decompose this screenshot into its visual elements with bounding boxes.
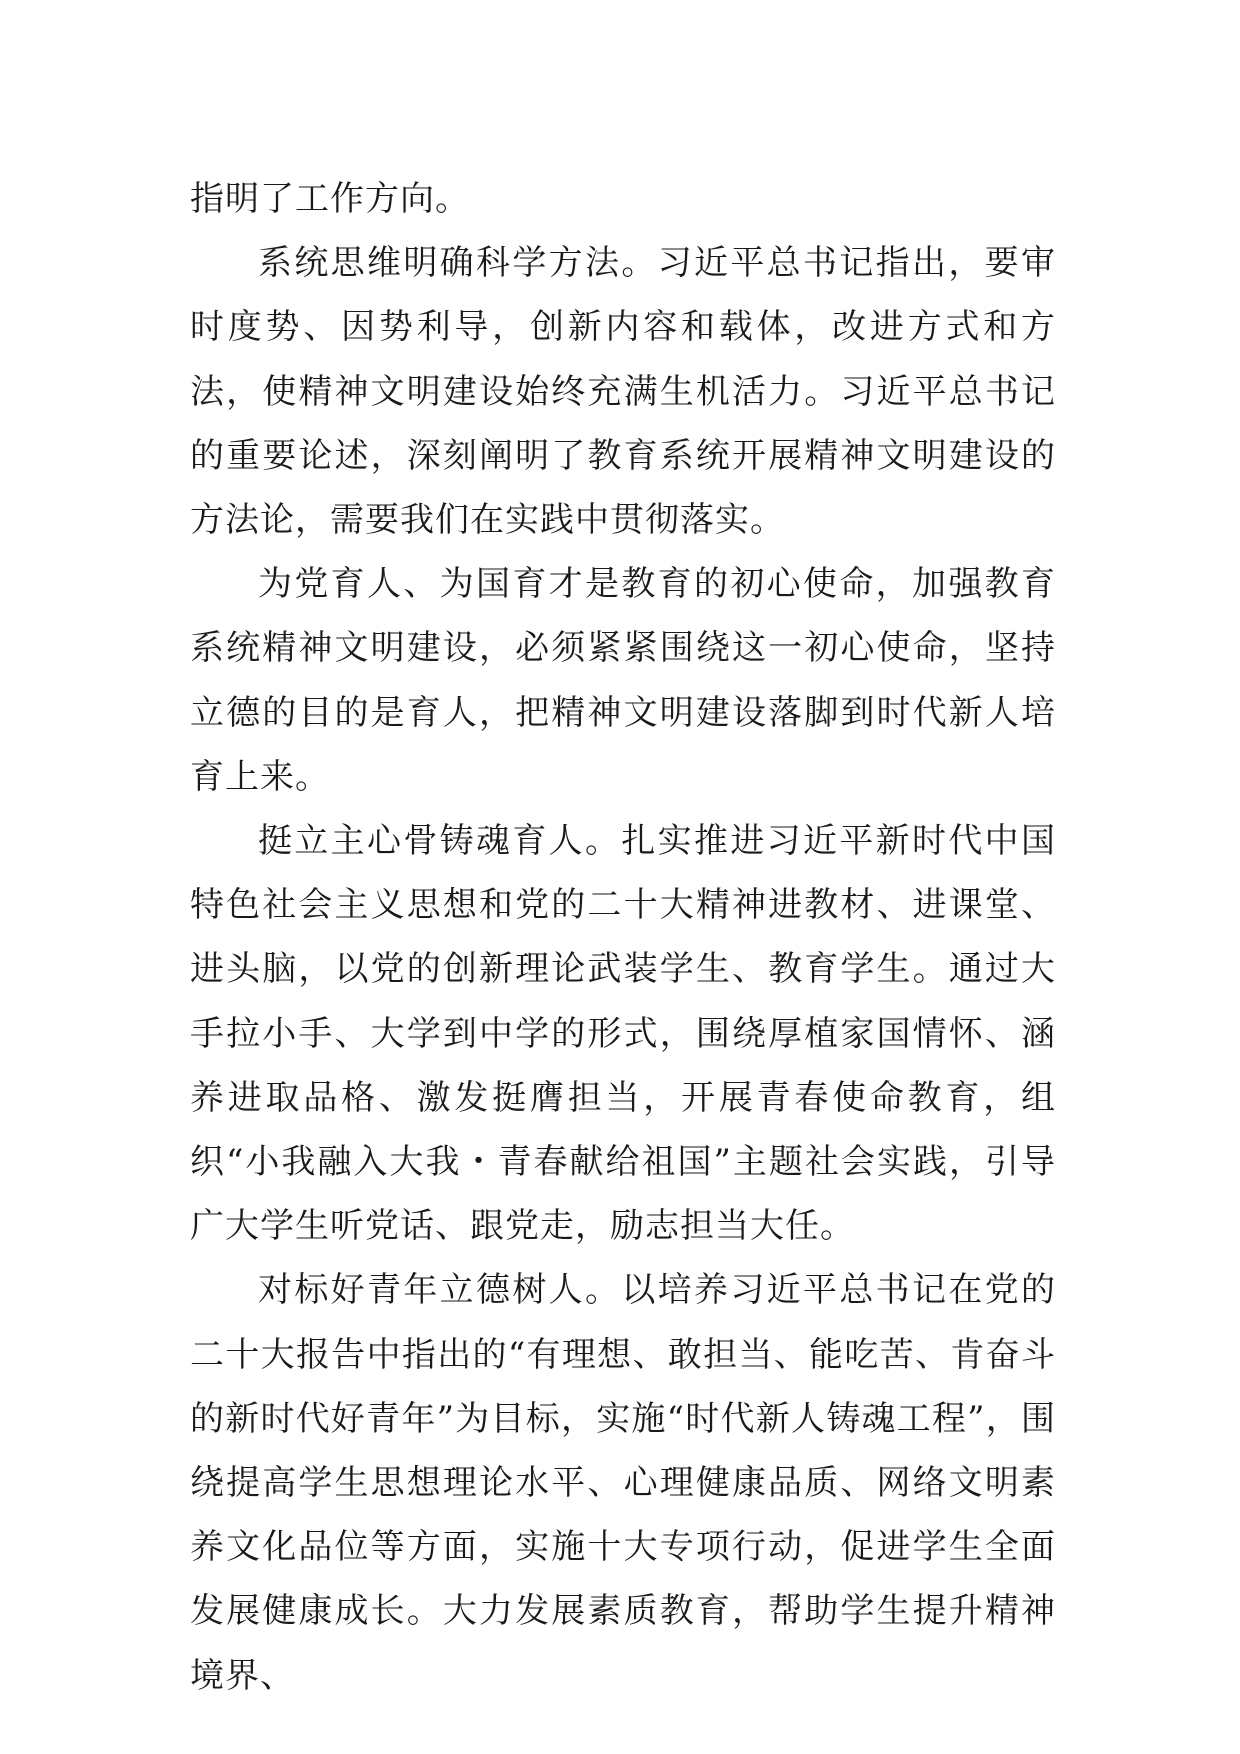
paragraph-5: 对标好青年立德树人。以培养习近平总书记在党的二十大报告中指出的“有理想、敢担当、能吃苦、肯奋斗的新时代好青年”为目标，实施“时代新人铸魂工程”，围绕提高学生思想理论水平、心理健康品质、网络文明素养文化品位等方面，实施十大专项行动，促进学生全面发展健康成长。大力发展素质教育，帮助学生提升精神境界、: [190, 1270, 1056, 1696]
paragraph-1: 指明了工作方向。: [190, 179, 470, 219]
paragraph-3: 为党育人、为国育才是教育的初心使命，加强教育系统精神文明建设，必须紧紧围绕这一初心使命，坚持立德的目的是育人，把精神文明建设落脚到时代新人培育上来。: [190, 564, 1056, 797]
body-text: [190, 167, 1056, 1708]
paragraph-2: 系统思维明确科学方法。习近平总书记指出，要审时度势、因势利导，创新内容和载体，改进方式和方法，使精神文明建设始终充满生机活力。习近平总书记的重要论述，深刻阐明了教育系统开展精神文明建设的方法论，需要我们在实践中贯彻落实。: [190, 243, 1056, 541]
paragraph-4: 挺立主心骨铸魂育人。扎实推进习近平新时代中国特色社会主义思想和党的二十大精神进教材、进课堂、进头脑，以党的创新理论武装学生、教育学生。通过大手拉小手、大学到中学的形式，围绕厚植家国情怀、涵养进取品格、激发挺膺担当，开展青春使命教育，组织“小我融入大我・青春献给祖国”主题社会实践，引导广大学生听党话、跟党走，励志担当大任。: [190, 821, 1056, 1247]
